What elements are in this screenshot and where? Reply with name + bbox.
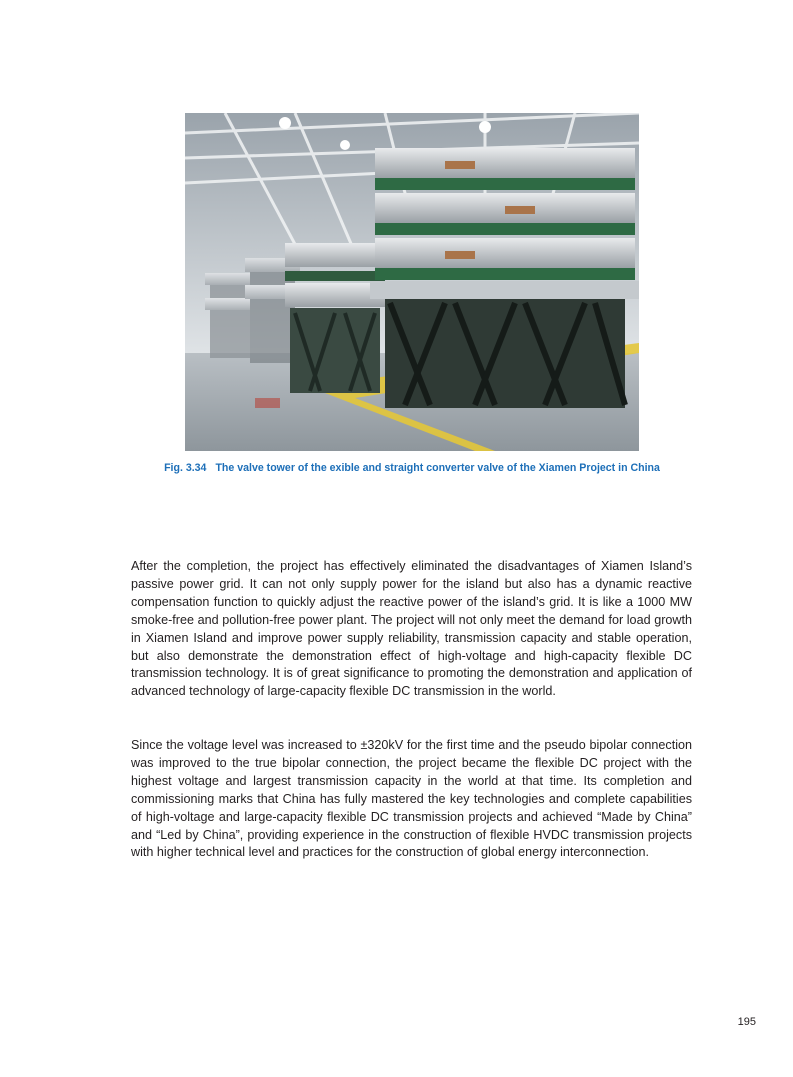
figure-caption-number: Fig. 3.34 (164, 462, 207, 474)
valve-tower-photo (185, 113, 639, 451)
figure-photo (185, 113, 639, 451)
page-number: 195 (737, 1016, 756, 1028)
body-paragraph-1: After the completion, the project has effectively eliminated the disadvantages of Xiamen Island’s passive power grid. It can not only supply power for the island but also has a dynamic reactive compensation function to quickly adjust the reactive power of the island’s grid. It is like a 1000 MW smoke-free and pollution-free power plant. The project will not only meet the demand for load growth in Xiamen Island and improve power supply reliability, transmission capacity and stable operation, but also demonstrate the demonstration effect of high-voltage and high-capacity flexible DC transmission technology. It is of great significance to promoting the demonstration and application of advanced technology of large-capacity flexible DC transmission in the world. (131, 559, 692, 699)
body-paragraph-2: Since the voltage level was increased to ±320kV for the first time and the pseudo bipolar connection was improved to the true bipolar connection, the project became the flexible DC project with the highest voltage and largest transmission capacity in the world at that time. Its completion and commissioning marks that China has fully mastered the key technologies and complete capabilities of high-voltage and large-capacity flexible DC transmission projects and achieved “Made by China” and “Led by China”, providing experience in the construction of flexible HVDC transmission projects with higher technical level and practices for the construction of global energy interconnection. (131, 738, 692, 860)
figure-caption-text: The valve tower of the exible and straight converter valve of the Xiamen Project in China (215, 462, 660, 474)
figure-caption (150, 461, 674, 476)
